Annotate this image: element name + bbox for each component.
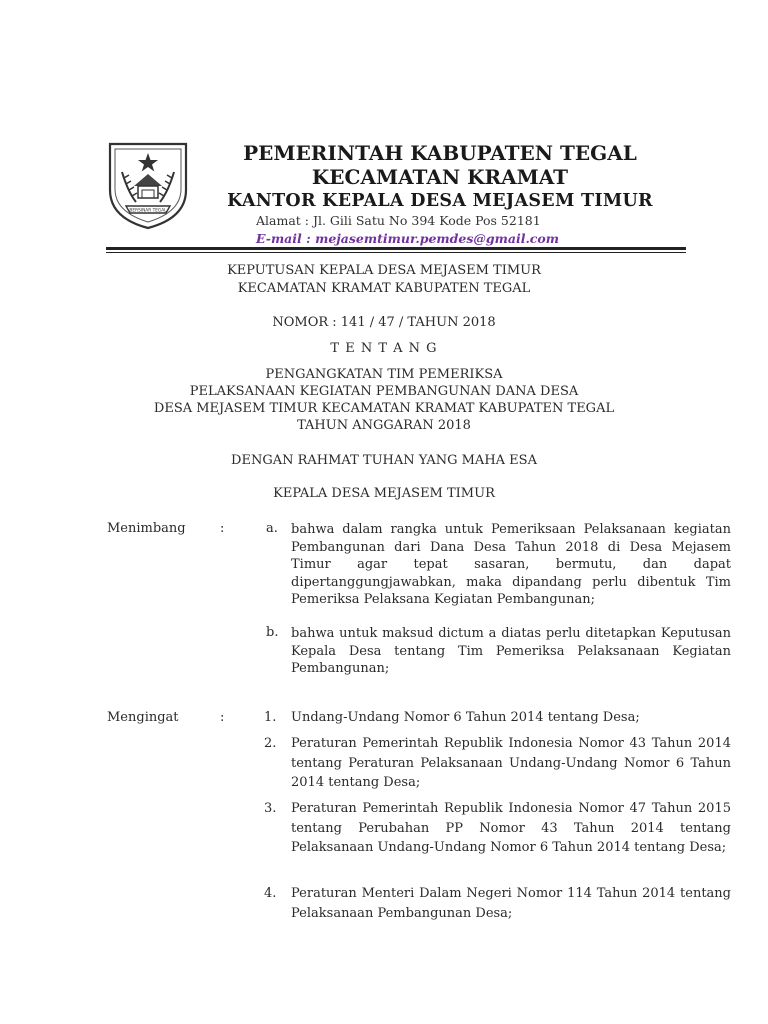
mengingat-item-1: Undang-Undang Nomor 6 Tahun 2014 tentang Desa; [291,710,640,725]
mengingat-marker-4: 4. [264,886,277,901]
decree-title-line1: KEPUTUSAN KEPALA DESA MEJASEM TIMUR [227,263,541,278]
decree-kepala: KEPALA DESA MEJASEM TIMUR [273,486,495,501]
menimbang-item-a: bahwa dalam rangka untuk Pemeriksaan Pelaksanaan kegiatan Pembangunan dari Dana Desa Tahun 2018 di Desa Mejasem Timur agar tepat sasaran, bermutu, dan dapat dipertanggungjawabkan, maka dipandang perlu dibentuk Tim Pemeriksa Pelaksana Kegiatan Pembangunan; [291,522,731,607]
mengingat-item-2: Peraturan Pemerintah Republik Indonesia Nomor 43 Tahun 2014 tentang Peraturan Pelaksanaan Undang-Undang Nomor 6 Tahun 2014 tentang Desa; [291,736,731,790]
menimbang-colon: : [220,521,225,536]
decree-subject-line4: TAHUN ANGGARAN 2018 [297,418,471,433]
letterhead-office: KANTOR KEPALA DESA MEJASEM TIMUR [227,191,653,211]
letterhead-rule-thin [106,252,686,253]
mengingat-colon: : [220,710,225,725]
menimbang-marker-a: a. [266,521,278,536]
letterhead-rule-thick [106,247,686,250]
decree-rahmat: DENGAN RAHMAT TUHAN YANG MAHA ESA [231,453,537,468]
mengingat-marker-2: 2. [264,736,277,751]
mengingat-marker-1: 1. [264,710,277,725]
letterhead-district: KECAMATAN KRAMAT [311,165,569,189]
regency-emblem-logo [106,138,190,230]
mengingat-label: Mengingat [107,710,179,725]
letterhead-address: Alamat : Jl. Gili Satu No 394 Kode Pos 52181 [256,213,541,228]
decree-subject-line2: PELAKSANAAN KEGIATAN PEMBANGUNAN DANA DESA [189,384,579,399]
mengingat-item-3: Peraturan Pemerintah Republik Indonesia Nomor 47 Tahun 2015 tentang Perubahan PP Nomor 43 Tahun 2014 tentang Pelaksanaan Undang-Undang Nomor 6 Tahun 2014 tentang Desa; [291,801,731,855]
decree-number: NOMOR : 141 / 47 / TAHUN 2018 [272,315,496,330]
menimbang-label: Menimbang [107,521,186,536]
svg-text:BERSINAR TEGAL: BERSINAR TEGAL [129,208,167,214]
menimbang-marker-b: b. [266,625,279,640]
mengingat-item-4: Peraturan Menteri Dalam Negeri Nomor 114 Tahun 2014 tentang Pelaksanaan Pembangunan Desa; [291,886,731,921]
decree-subject-line1: PENGANGKATAN TIM PEMERIKSA [265,367,503,382]
decree-title-line2: KECAMATAN KRAMAT KABUPATEN TEGAL [237,281,531,296]
letterhead-email: E-mail : mejasemtimur.pemdes@gmail.com [256,231,559,246]
decree-tentang: T E N T A N G [330,341,438,356]
decree-subject-line3: DESA MEJASEM TIMUR KECAMATAN KRAMAT KABUPATEN TEGAL [153,401,615,416]
letterhead-government: PEMERINTAH KABUPATEN TEGAL [243,141,637,165]
mengingat-marker-3: 3. [264,801,277,816]
menimbang-item-b: bahwa untuk maksud dictum a diatas perlu ditetapkan Keputusan Kepala Desa tentang Tim Pemeriksa Pelaksanaan Kegiatan Pembangunan; [291,626,731,676]
